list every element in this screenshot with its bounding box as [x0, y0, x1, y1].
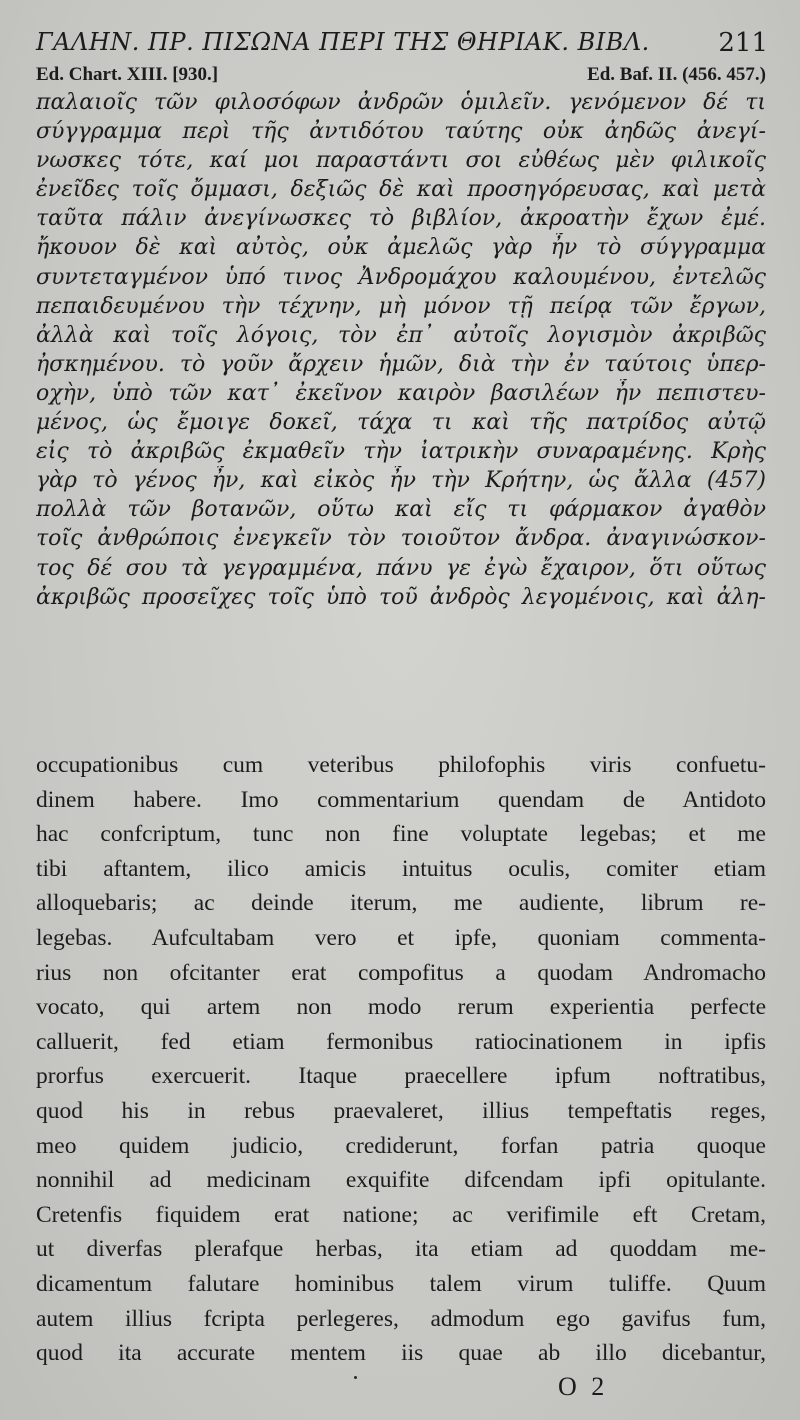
greek-line: παλαιοῖς τῶν φιλοσόφων ἀνδρῶν ὁμιλεῖν. γενόμενον δέ τι: [36, 90, 766, 115]
latin-line: prorfus exercuerit. Itaque praecellere ipfum noftratibus,: [36, 1063, 766, 1090]
latin-line: occupationibus cum veteribus philofophis viris confuetu-: [36, 752, 766, 778]
latin-line: tibi aftantem, ilico amicis intuitus oculis, comiter etiam: [36, 855, 766, 882]
latin-line: ut diverfas plerafque herbas, ita etiam ad quoddam me-: [36, 1236, 766, 1263]
latin-line: dicamentum falutare hominibus talem virum tuliffe. Quum: [36, 1270, 766, 1297]
greek-line: οχὴν, ὑπὸ τῶν κατ᾽ ἐκεῖνον καιρὸν βασιλέων ἦν πεπιστευ-: [36, 380, 766, 406]
latin-line: meo quidem judicio, crediderunt, forfan patria quoque: [36, 1132, 766, 1159]
greek-line: μένος, ὡς ἔμοιγε δοκεῖ, τάχα τι καὶ τῆς πατρίδος αὐτῷ: [36, 410, 766, 436]
edition-references: [36, 64, 766, 90]
greek-line: γὰρ τὸ γένος ἦν, καὶ εἰκὸς ἦν τὴν Κρήτην, ὡς ἄλλα (457): [36, 468, 766, 494]
greek-line: ἀκριβῶς προσεῖχες τοῖς ὑπὸ τοῦ ἀνδρὸς λεγομένοις, καὶ ἀλη-: [36, 584, 766, 610]
greek-line: ἐνεῖδες τοῖς ὄμμασι, δεξιῶς δὲ καὶ προσηγόρευσας, καὶ μετὰ: [36, 177, 766, 203]
running-head: ΓΑΛΗΝ. ΠΡ. ΠΙΣΩΝΑ ΠΕΡΙ ΤΗΣ ΘΗΡΙΑΚ. ΒΙΒΛ.: [36, 28, 650, 56]
signature-mark: O 2: [558, 1372, 609, 1401]
latin-line: nonnihil ad medicinam exquifite difcendam ipfi opitulante.: [36, 1167, 766, 1194]
latin-line: alloquebaris; ac deinde iterum, me audiente, librum re-: [36, 890, 766, 917]
latin-line: legebas. Aufcultabam vero et ipfe, quoniam commenta-: [36, 924, 766, 951]
greek-line: πεπαιδευμένου τὴν τέχνην, μὴ μόνον τῇ πείρᾳ τῶν ἔργων,: [36, 293, 766, 319]
ink-dot: [354, 1376, 357, 1379]
latin-line: quod his in rebus praevaleret, illius tempeftatis reges,: [36, 1097, 766, 1124]
greek-text-block: [36, 88, 766, 612]
greek-line: εἰς τὸ ἀκριβῶς ἐκμαθεῖν τὴν ἰατρικὴν συναραμένης. Κρὴς: [36, 439, 766, 465]
latin-text-block: [36, 748, 766, 1371]
page-number: 211: [718, 28, 768, 58]
latin-line: quod ita accurate mentem iis quae ab illo dicebantur,: [36, 1340, 766, 1367]
latin-line: vocato, qui artem non modo rerum experientia perfecte: [36, 994, 766, 1021]
latin-line: autem illius fcripta perlegeres, admodum ego gavifus fum,: [36, 1305, 766, 1332]
greek-line: ταῦτα πάλιν ἀνεγίνωσκες τὸ βιβλίον, ἀκροατὴν ἔχων ἐμέ.: [36, 206, 766, 232]
page-header: [36, 28, 768, 64]
greek-line: σύγγραμμα περὶ τῆς ἀντιδότου ταύτης οὐκ ἀηδῶς ἀνεγί-: [36, 119, 766, 145]
latin-line: Cretenfis fiquidem erat natione; ac verifimile eft Cretam,: [36, 1201, 766, 1228]
greek-line: τος δέ σου τὰ γεγραμμένα, πάνυ γε ἐγὼ ἔχαιρον, ὅτι οὕτως: [36, 555, 766, 581]
greek-line: ἠσκημένου. τὸ γοῦν ἄρχειν ἡμῶν, διὰ τὴν ἐν ταύτοις ὑπερ-: [36, 351, 766, 377]
edition-basel-reference: Ed. Baf. II. (456. 457.): [587, 64, 766, 85]
latin-line: dinem habere. Imo commentarium quendam de Antidoto: [36, 786, 766, 813]
greek-line: ἀλλὰ καὶ τοῖς λόγοις, τὸν ἐπ᾽ αὐτοῖς λογισμὸν ἀκριβῶς: [36, 322, 766, 348]
greek-line: νωσκες τότε, καί μοι παραστάντι σοι εὐθέως μὲν φιλικοῖς: [36, 148, 766, 174]
greek-line: συντεταγμένον ὑπό τινος Ἀνδρομάχου καλουμένου, ἐντελῶς: [36, 264, 766, 290]
latin-line: calluerit, fed etiam fermonibus ratiocinationem in ipfis: [36, 1028, 766, 1055]
greek-line: τοῖς ἀνθρώποις ἐνεγκεῖν τὸν τοιοῦτον ἄνδρα. ἀναγινώσκον-: [36, 526, 766, 552]
latin-line: rius non ofcitanter erat compofitus a quodam Andromacho: [36, 959, 766, 986]
greek-line: πολλὰ τῶν βοτανῶν, οὕτω καὶ εἴς τι φάρμακον ἀγαθὸν: [36, 497, 766, 523]
latin-line: hac confcriptum, tunc non fine voluptate legebas; et me: [36, 821, 766, 848]
edition-chart-reference: Ed. Chart. XIII. [930.]: [36, 64, 219, 85]
greek-line: ἤκουον δὲ καὶ αὐτὸς, οὐκ ἀμελῶς γὰρ ἦν τὸ σύγγραμμα: [36, 235, 766, 261]
